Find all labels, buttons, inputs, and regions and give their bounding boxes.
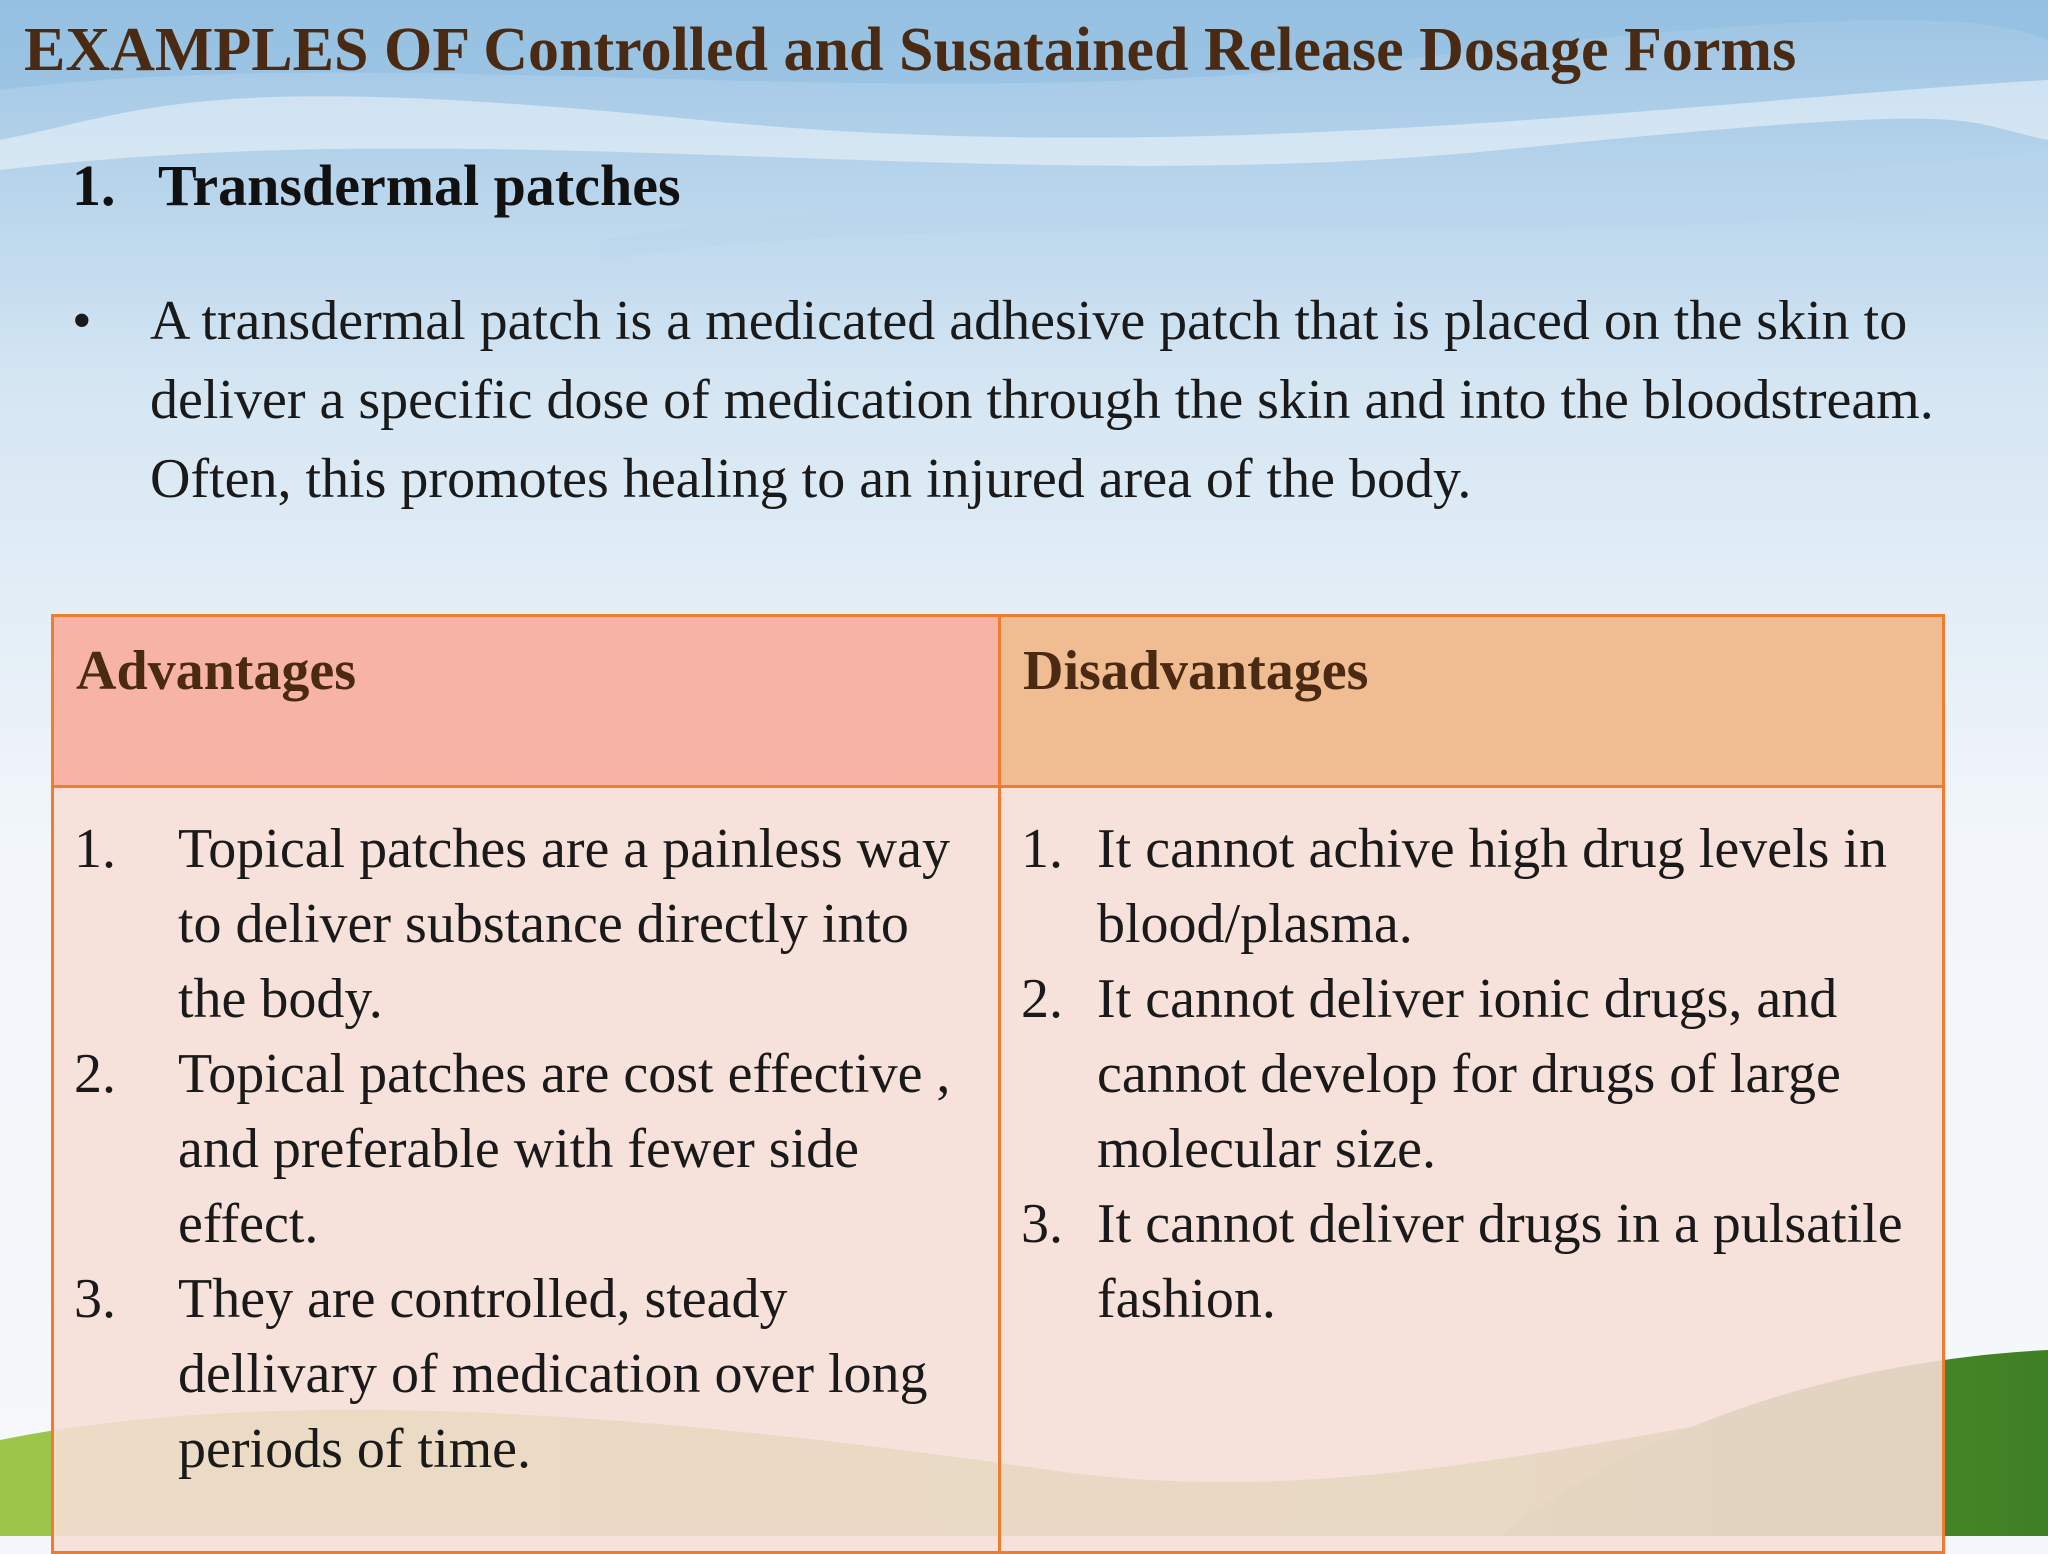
item-number: 1. <box>74 818 116 880</box>
item-number: 2. <box>74 1043 116 1105</box>
description-text: A transdermal patch is a medicated adhesive patch that is placed on the skin to deliver a specific dose of medication through the skin and into the bloodstream. Often, this promotes healing to an injured area of the body. <box>150 290 1934 510</box>
advantages-header: Advantages <box>54 617 998 785</box>
disadvantages-list <box>1021 812 1921 1337</box>
item-text: They are controlled, steady dellivary of medication over long periods of time. <box>178 1268 928 1480</box>
description-bullet <box>72 282 1972 519</box>
column-divider <box>998 617 1001 1551</box>
item-text: Topical patches are a painless way to deliver substance directly into the body. <box>178 818 950 1030</box>
disadvantages-cell <box>1001 788 1942 1551</box>
item-number: 3. <box>1021 1193 1063 1255</box>
row-divider <box>54 785 1942 788</box>
item-number: 1. <box>1021 818 1063 880</box>
item-text: It cannot deliver ionic drugs, and cannot develop for drugs of large molecular size. <box>1097 968 1841 1180</box>
comparison-table <box>51 614 1945 1554</box>
section-heading <box>72 152 681 220</box>
item-text: It cannot deliver drugs in a pulsatile fashion. <box>1097 1193 1903 1330</box>
item-number: 3. <box>74 1268 116 1330</box>
advantages-list <box>74 812 984 1487</box>
item-text: It cannot achive high drug levels in blood/plasma. <box>1097 818 1887 955</box>
list-item <box>1021 1187 1921 1337</box>
list-item <box>74 812 984 1037</box>
heading-number: 1. <box>72 153 116 218</box>
item-number: 2. <box>1021 968 1063 1030</box>
item-text: Topical patches are cost effective , and preferable with fewer side effect. <box>178 1043 951 1255</box>
slide-title: EXAMPLES OF Controlled and Susatained Release Dosage Forms <box>24 16 1797 84</box>
list-item <box>74 1262 984 1487</box>
heading-text: Transdermal patches <box>158 153 681 218</box>
disadvantages-header: Disadvantages <box>1001 617 1942 785</box>
list-item <box>1021 962 1921 1187</box>
advantages-cell <box>54 788 998 1551</box>
list-item <box>1021 812 1921 962</box>
bullet-icon: • <box>72 290 92 352</box>
list-item <box>74 1037 984 1262</box>
